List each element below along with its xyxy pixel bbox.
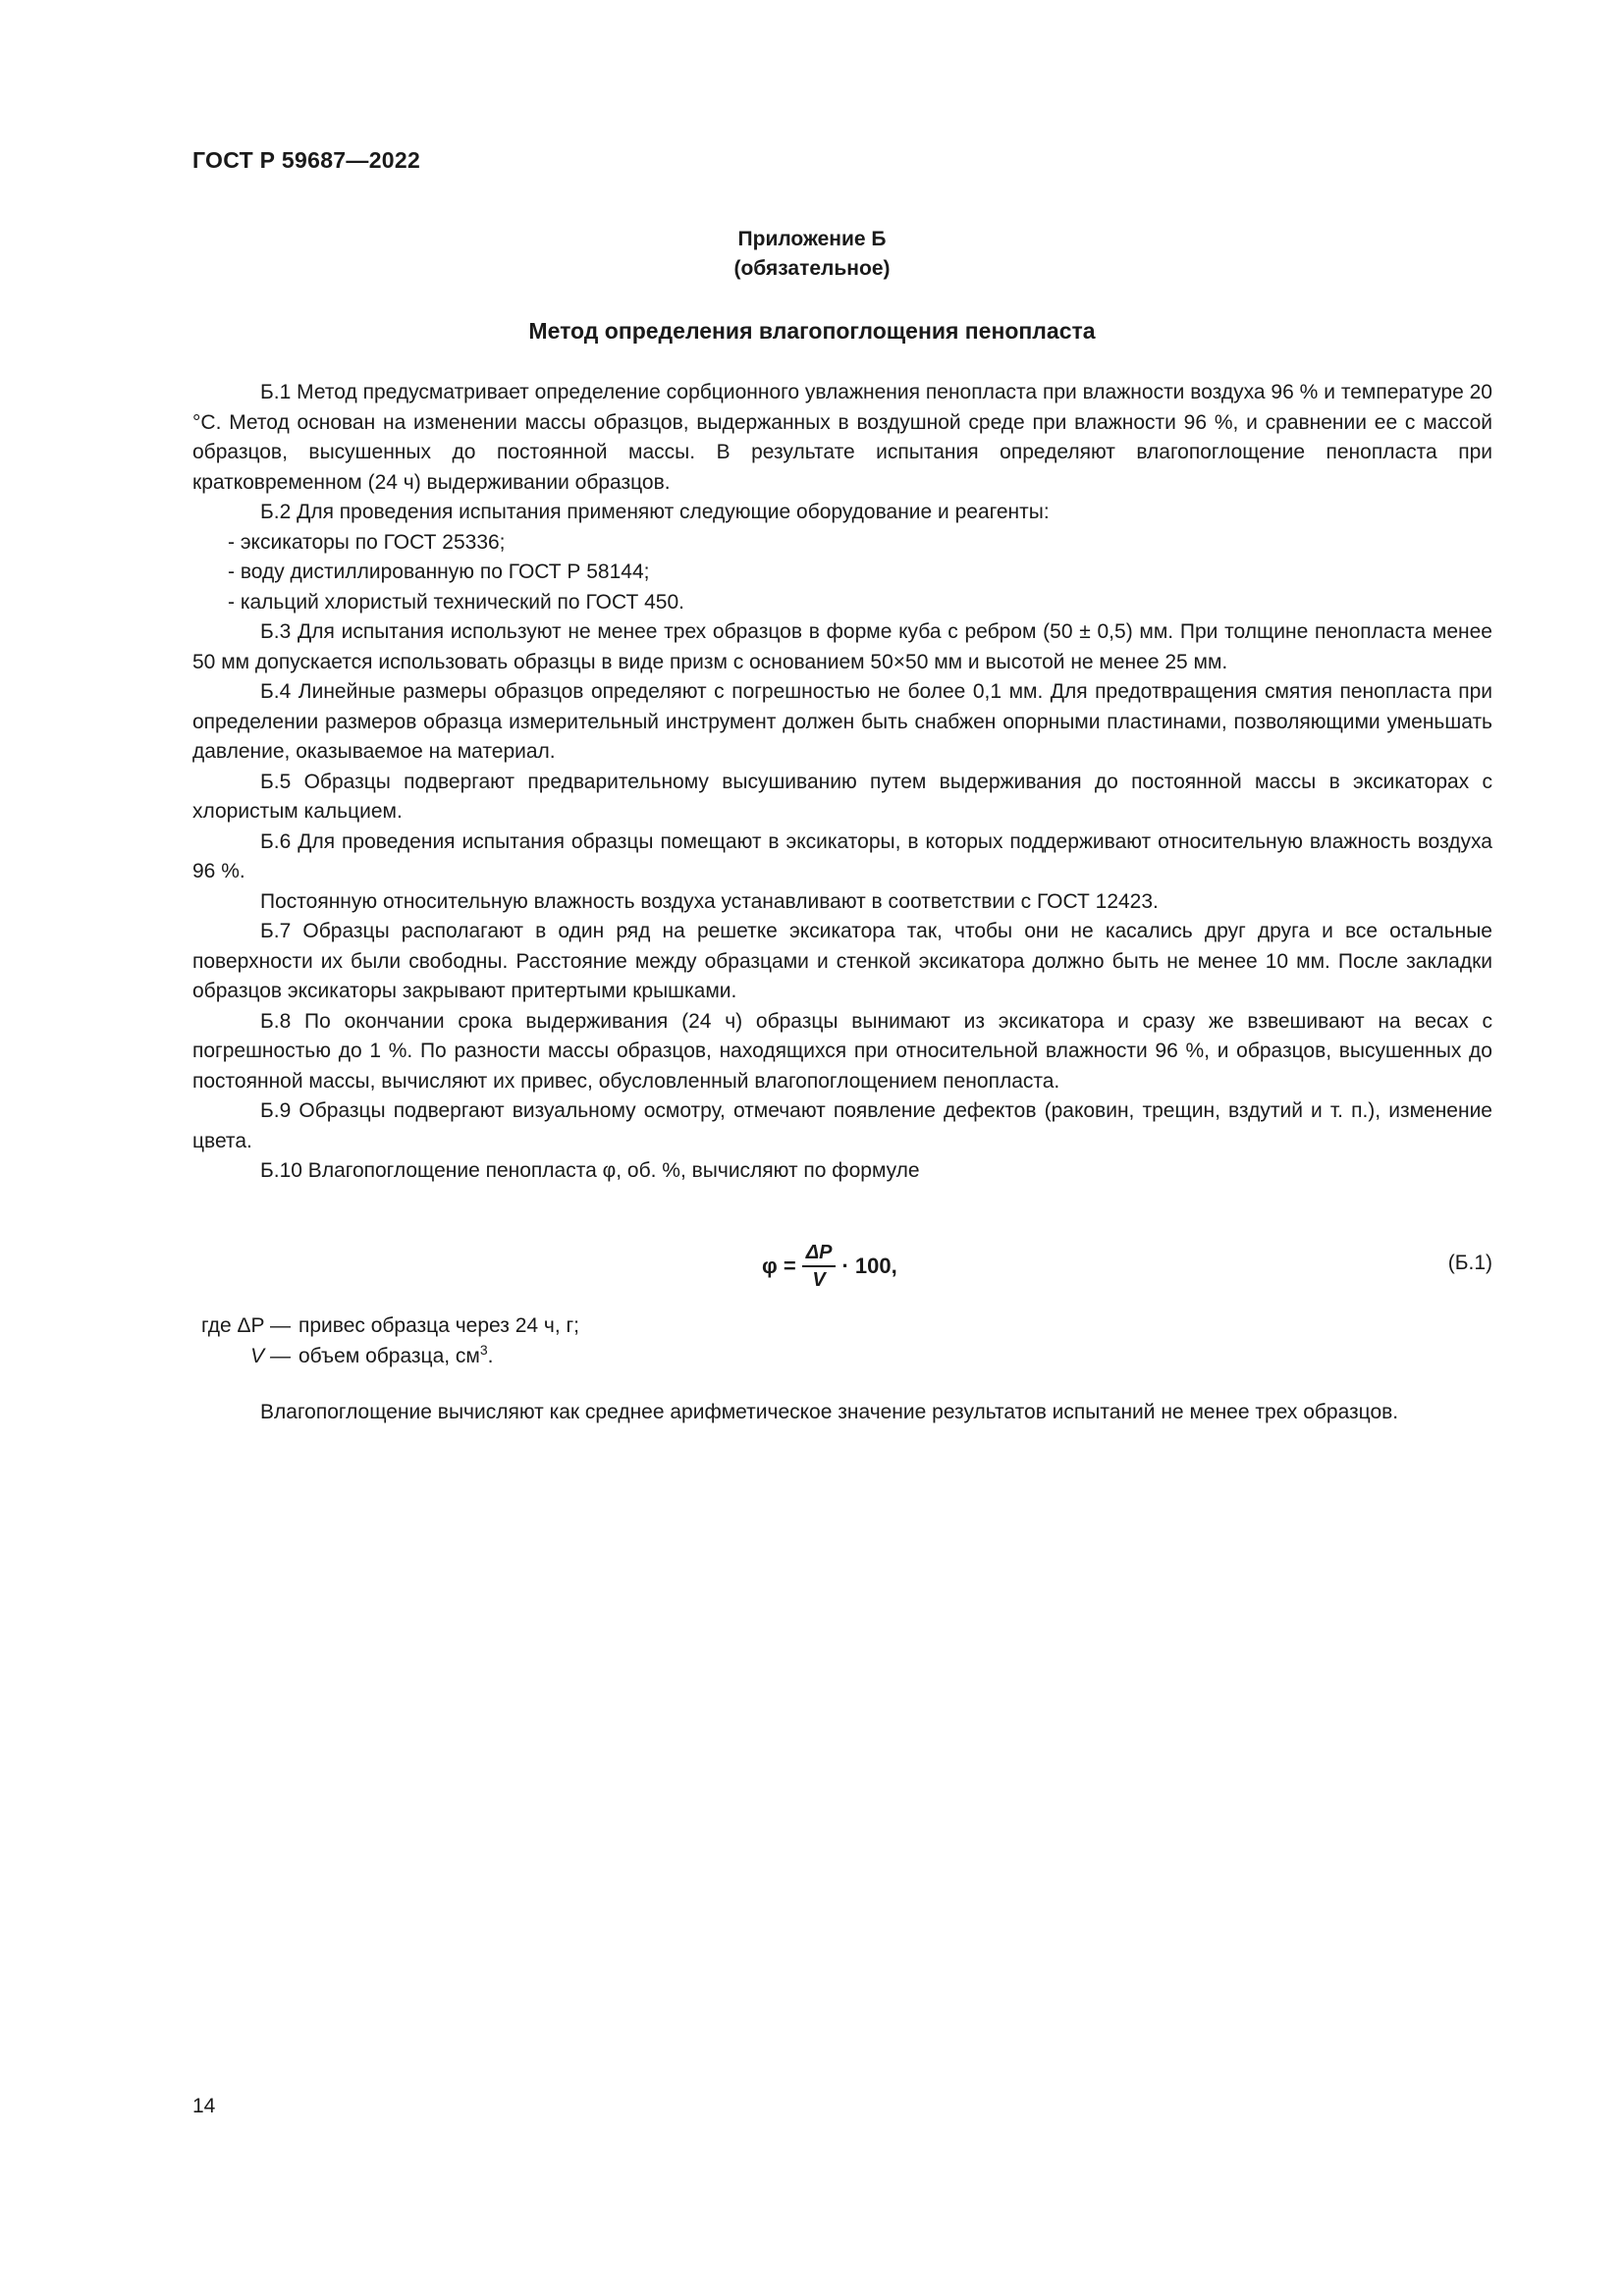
- section-title: Метод определения влагопоглощения пенопласта: [528, 318, 1096, 344]
- formula: [762, 1232, 897, 1301]
- formula-rhs: · 100,: [841, 1254, 897, 1278]
- paragraph-b9: Б.9 Образцы подвергают визуальному осмотру, отмечают появление дефектов (раковин, трещин, вздутий и т. п.), изменение цвета.: [192, 1099, 1492, 1152]
- paragraph-b7: Б.7 Образцы располагают в один ряд на решетке эксикатора так, чтобы они не касались друг друга и все остальные поверхности их были свободны. Расстояние между образцами и стенкой эксикатора должно быть не менее 10 мм. После закладки образцов эксикаторы закрывают притертыми крышками.: [192, 920, 1492, 1002]
- formula-lhs: φ =: [762, 1254, 796, 1278]
- formula-number: (Б.1): [1447, 1252, 1492, 1274]
- formula-fraction: [802, 1241, 837, 1293]
- legend-description-wrap: [298, 1341, 494, 1371]
- formula-denominator: V: [812, 1268, 826, 1291]
- formula-block: [192, 1232, 1492, 1301]
- paragraph-b5: Б.5 Образцы подвергают предварительному высушиванию путем выдерживания до постоянной массы в эксикаторах с хлористым кальцием.: [192, 770, 1492, 823]
- appendix-status: (обязательное): [733, 257, 891, 280]
- paragraph-b1: Б.1 Метод предусматривает определение сорбционного увлажнения пенопласта при влажности воздуха 96 % и температуре 20 °С. Метод основан на изменении массы образцов, выдержанных в воздушной среде при влажности 96 %, и сравнении ее с массой образцов, высушенных до постоянной массы. В результате испытания определяют влагопоглощение пенопласта при кратковременном (24 ч) выдерживании образцов.: [192, 381, 1492, 494]
- paragraph-b6: Б.6 Для проведения испытания образцы помещают в эксикаторы, в которых поддерживают относительную влажность воздуха 96 %.: [192, 829, 1492, 882]
- document-body: [192, 378, 1492, 1187]
- paragraph-humidity: Постоянную относительную влажность воздуха устанавливают в соответствии с ГОСТ 12423.: [260, 889, 1159, 913]
- document-header: ГОСТ Р 59687—2022: [192, 147, 421, 173]
- paragraph-b10: Б.10 Влагопоглощение пенопласта φ, об. %, вычисляют по формуле: [260, 1159, 920, 1182]
- legend-tail: .: [487, 1345, 494, 1367]
- list-item: - воду дистиллированную по ГОСТ Р 58144;: [228, 561, 650, 583]
- formula-legend: [192, 1310, 579, 1371]
- appendix-heading: [0, 225, 1624, 284]
- legend-row: [192, 1341, 579, 1371]
- list-item: - кальций хлористый технический по ГОСТ 450.: [228, 590, 684, 614]
- legend-variable: где ΔP —: [201, 1314, 291, 1337]
- legend-superscript: 3: [479, 1342, 488, 1358]
- legend-variable: V —: [250, 1345, 291, 1367]
- appendix-label: Приложение Б: [737, 228, 887, 250]
- paragraph-b2: Б.2 Для проведения испытания применяют следующие оборудование и реагенты:: [260, 501, 1050, 523]
- paragraph-b3: Б.3 Для испытания используют не менее трех образцов в форме куба с ребром (50 ± 0,5) мм. При толщине пенопласта менее 50 мм допускается использовать образцы в виде призм с основанием 50×50 мм и высотой не менее 25 мм.: [192, 620, 1492, 673]
- list-item: - эксикаторы по ГОСТ 25336;: [228, 530, 506, 554]
- formula-numerator: ΔP: [802, 1241, 837, 1267]
- legend-description: привес образца через 24 ч, г;: [298, 1314, 579, 1337]
- paragraph-b8: Б.8 По окончании срока выдерживания (24 ч) образцы вынимают из эксикатора и сразу же взвешивают на весах с погрешностью до 1 %. По разности массы образцов, находящихся при относительной влажности 96 %, и образцов, высушенных до постоянной массы, вычисляют их привес, обусловленный влагопоглощением пенопласта.: [192, 1009, 1492, 1093]
- page-number: 14: [192, 2095, 216, 2117]
- paragraph-b4: Б.4 Линейные размеры образцов определяют с погрешностью не более 0,1 мм. Для предотвращения смятия пенопласта при определении размеров образца измерительный инструмент должен быть снабжен опорными пластинами, позволяющими уменьшать давление, оказываемое на материал.: [192, 680, 1492, 763]
- legend-row: [192, 1310, 579, 1341]
- conclusion-paragraph: Влагопоглощение вычисляют как среднее арифметическое значение результатов испытаний не менее трех образцов.: [260, 1401, 1399, 1423]
- legend-description: объем образца, см: [298, 1345, 480, 1367]
